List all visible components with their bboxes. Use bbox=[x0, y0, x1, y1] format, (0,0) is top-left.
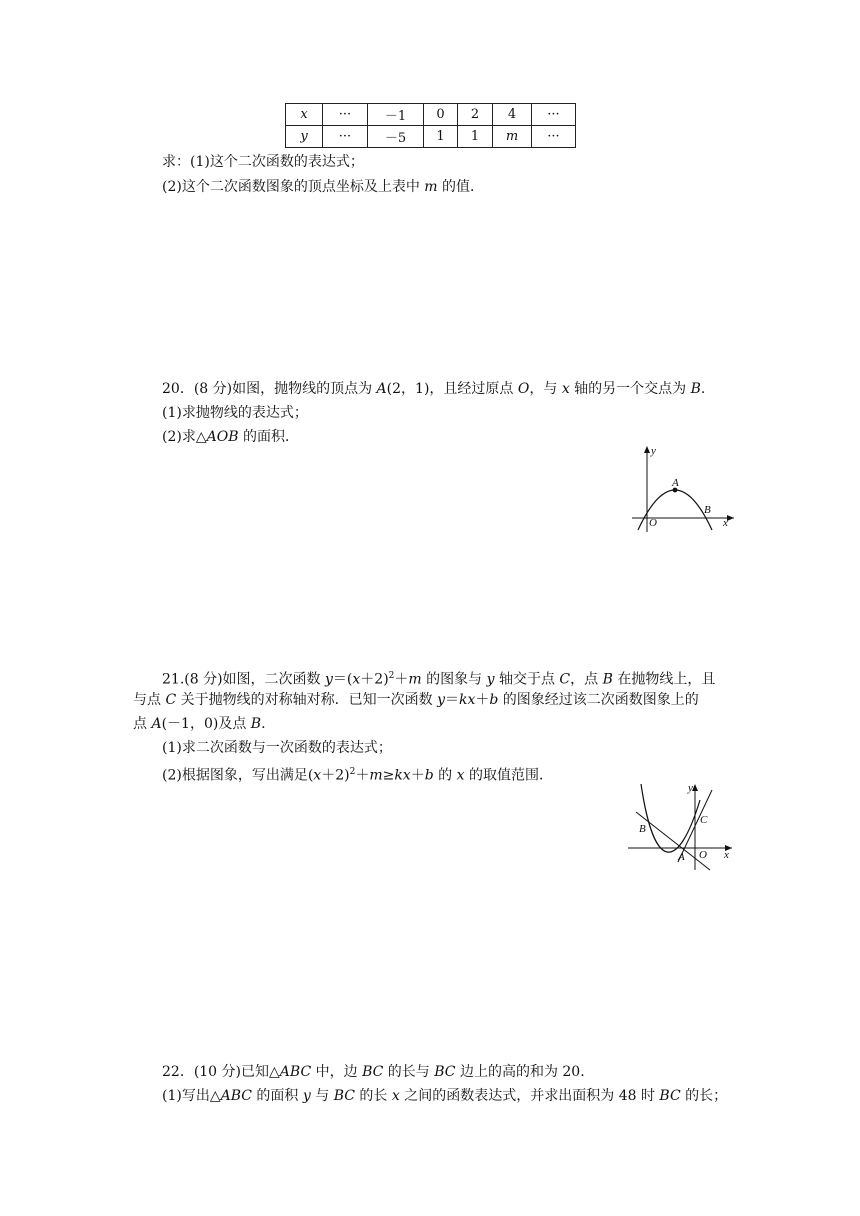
table-row bbox=[286, 104, 576, 126]
math-var: BC bbox=[333, 1088, 355, 1104]
text: 的 bbox=[433, 767, 457, 784]
text: 在抛物线上，且 bbox=[612, 671, 716, 688]
label-x: x bbox=[723, 517, 728, 529]
text: ＋ bbox=[475, 692, 490, 708]
math-var: x bbox=[313, 767, 322, 784]
q19-part2 bbox=[162, 177, 484, 197]
math-var: x bbox=[561, 381, 570, 397]
table-cell: m bbox=[493, 126, 532, 148]
table-cell: ··· bbox=[532, 104, 576, 126]
text: 的长； bbox=[680, 1088, 728, 1104]
text: 中，边 bbox=[311, 1064, 363, 1080]
math-var: B bbox=[602, 671, 613, 688]
values-table bbox=[285, 103, 576, 148]
math-var: AOB bbox=[206, 429, 239, 445]
text: (2)这个二次函数图象的顶点坐标及上表中 bbox=[162, 179, 425, 195]
text: 与点 bbox=[133, 692, 166, 708]
label-B: B bbox=[639, 823, 646, 835]
math-var: x bbox=[391, 1088, 400, 1104]
math-var: B bbox=[250, 716, 262, 732]
table-cell: ··· bbox=[532, 126, 576, 148]
label-O: O bbox=[649, 517, 657, 529]
table-row bbox=[286, 126, 576, 148]
math-var: b bbox=[489, 692, 499, 708]
table-cell: －5 bbox=[368, 126, 424, 148]
text: 的长与 bbox=[383, 1064, 435, 1080]
text: 的面积 bbox=[251, 1088, 303, 1104]
table-cell: 1 bbox=[458, 126, 493, 148]
q19-ask: 求：(1)这个二次函数的表达式； bbox=[162, 154, 364, 170]
text: . bbox=[261, 716, 266, 732]
math-var: ABC bbox=[220, 1088, 252, 1104]
math-var: y bbox=[437, 692, 445, 708]
label-O: O bbox=[699, 849, 707, 861]
text: ≥ bbox=[382, 767, 395, 784]
x-arrow-icon bbox=[727, 515, 734, 521]
text: 的长 bbox=[354, 1088, 392, 1104]
table-cell: 2 bbox=[458, 104, 493, 126]
math-var: x bbox=[352, 671, 361, 688]
math-var: ABC bbox=[279, 1064, 312, 1080]
q22-part1 bbox=[162, 1086, 727, 1106]
math-var: kx bbox=[394, 767, 411, 784]
text: ＋ bbox=[394, 671, 409, 688]
math-var: A bbox=[376, 381, 387, 397]
text: 点 bbox=[133, 716, 152, 732]
math-var: y bbox=[325, 671, 333, 688]
text: 的图象经过该二次函数图象上的 bbox=[498, 692, 699, 708]
q21-line3 bbox=[133, 714, 266, 734]
q20-statement bbox=[162, 379, 705, 399]
text: 22．(10 分)已知△ bbox=[162, 1064, 280, 1080]
text: (2)根据图象，写出满足( bbox=[162, 767, 314, 784]
text: ＝ bbox=[445, 692, 459, 708]
superscript: 2 bbox=[349, 767, 356, 777]
text: ，与 bbox=[529, 381, 562, 397]
math-var: BC bbox=[434, 1064, 456, 1080]
table-cell: －1 bbox=[368, 104, 424, 126]
text: 轴的另一个交点为 bbox=[569, 381, 691, 397]
text: 轴交于点 bbox=[494, 671, 560, 688]
math-var: BC bbox=[659, 1088, 681, 1104]
math-var: m bbox=[408, 671, 422, 688]
y-arrow-icon bbox=[644, 446, 650, 453]
label-C: C bbox=[700, 814, 708, 826]
text: 的取值范围． bbox=[464, 767, 553, 784]
q21-part2 bbox=[162, 762, 553, 786]
text: ＋2) bbox=[321, 767, 350, 784]
math-var: O bbox=[517, 381, 530, 397]
text: (1)写出△ bbox=[162, 1088, 221, 1104]
superscript: 2 bbox=[388, 671, 395, 681]
math-var: B bbox=[690, 381, 701, 397]
table-cell: 0 bbox=[424, 104, 458, 126]
text: 的值． bbox=[437, 179, 485, 195]
q21-line1 bbox=[162, 666, 715, 690]
math-var: m bbox=[424, 179, 438, 195]
label-y: y bbox=[651, 445, 656, 457]
text: 与 bbox=[310, 1088, 334, 1104]
text: ，点 bbox=[570, 671, 603, 688]
math-var: C bbox=[559, 671, 571, 688]
label-A: A bbox=[678, 851, 685, 863]
text: . bbox=[700, 381, 706, 397]
label-A: A bbox=[672, 477, 679, 489]
math-var: m bbox=[369, 767, 383, 784]
q20-part1: (1)求抛物线的表达式； bbox=[162, 405, 308, 421]
table-cell: y bbox=[286, 126, 323, 148]
math-var: C bbox=[165, 692, 177, 708]
text: (2，1)，且经过原点 bbox=[386, 381, 518, 397]
math-var: b bbox=[424, 767, 434, 784]
table-cell: ··· bbox=[323, 104, 368, 126]
label-y: y bbox=[688, 782, 693, 794]
text: 边上的高的和为 20. bbox=[455, 1064, 585, 1080]
math-var: kx bbox=[459, 692, 476, 708]
q21-line2 bbox=[133, 690, 699, 710]
text: (－1，0)及点 bbox=[161, 716, 251, 732]
text: (2)求△ bbox=[162, 429, 207, 445]
q21-figure bbox=[626, 780, 738, 872]
text: 之间的函数表达式，并求出面积为 48 时 bbox=[399, 1088, 660, 1104]
math-var: A bbox=[151, 716, 162, 732]
table-cell: x bbox=[286, 104, 323, 126]
parabola bbox=[641, 784, 700, 852]
math-var: BC bbox=[362, 1064, 384, 1080]
table-cell: 4 bbox=[493, 104, 532, 126]
line-through-A-B bbox=[636, 812, 710, 870]
q20-figure bbox=[628, 442, 738, 534]
q21-part1: (1)求二次函数与一次函数的表达式； bbox=[162, 740, 392, 756]
table-cell: 1 bbox=[424, 126, 458, 148]
math-var: y bbox=[302, 1088, 311, 1104]
table-cell: ··· bbox=[323, 126, 368, 148]
text: ＋ bbox=[355, 767, 370, 784]
math-var: x bbox=[456, 767, 465, 784]
text: ＋ bbox=[410, 767, 425, 784]
text: 的图象与 bbox=[421, 671, 487, 688]
label-B: B bbox=[704, 504, 711, 516]
text: 关于抛物线的对称轴对称．已知一次函数 bbox=[176, 692, 438, 708]
text: ＋2) bbox=[360, 671, 389, 688]
math-var: y bbox=[486, 671, 495, 688]
label-x: x bbox=[724, 849, 729, 861]
q22-statement bbox=[162, 1062, 585, 1082]
text: 20．(8 分)如图，抛物线的顶点为 bbox=[162, 381, 377, 397]
q20-part2 bbox=[162, 427, 299, 447]
text: 21.(8 分)如图，二次函数 bbox=[162, 671, 325, 688]
text: 的面积． bbox=[238, 429, 299, 445]
text: ＝( bbox=[332, 671, 353, 688]
y-arrow-icon bbox=[692, 784, 698, 791]
